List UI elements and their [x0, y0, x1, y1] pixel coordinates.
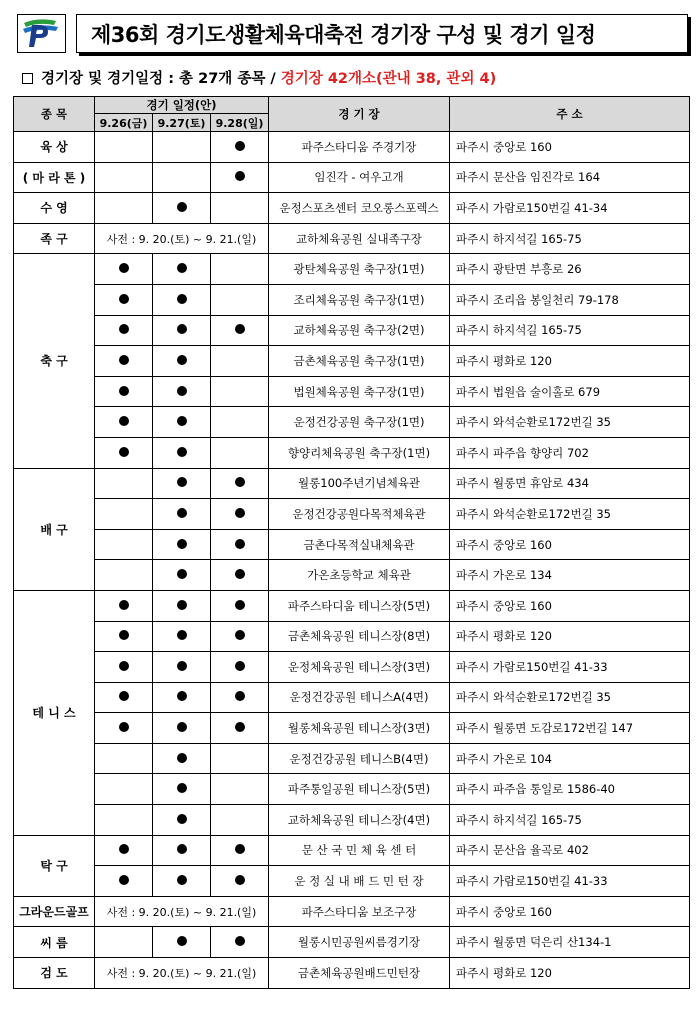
dot-icon: [119, 691, 129, 701]
dot-icon: [235, 508, 245, 518]
table-body: [14, 132, 690, 989]
schedule-cell: [95, 407, 153, 438]
table-row: [14, 499, 690, 530]
dot-icon: [177, 753, 187, 763]
header-date: 9.27(토): [153, 114, 211, 132]
venue-address: 파주시 파주읍 향양리 702: [450, 437, 690, 468]
schedule-cell: [95, 162, 153, 193]
dot-icon: [119, 263, 129, 273]
dot-icon: [177, 936, 187, 946]
venue-name: 조리체육공원 축구장(1면): [269, 284, 450, 315]
schedule-cell: [95, 284, 153, 315]
table-row: [14, 162, 690, 193]
venue-address: 파주시 월롱면 휴암로 434: [450, 468, 690, 499]
venue-address: 파주시 하지석길 165-75: [450, 805, 690, 836]
schedule-cell: [95, 499, 153, 530]
dot-icon: [119, 416, 129, 426]
dot-icon: [177, 600, 187, 610]
dot-icon: [119, 722, 129, 732]
dot-icon: [235, 477, 245, 487]
schedule-cell: [153, 713, 211, 744]
venue-name: 임진각 - 여우고개: [269, 162, 450, 193]
schedule-cell: [211, 437, 269, 468]
venue-name: 광탄체육공원 축구장(1면): [269, 254, 450, 285]
dot-icon: [119, 600, 129, 610]
dot-icon: [119, 447, 129, 457]
venue-address: 파주시 중앙로 160: [450, 896, 690, 927]
venue-address: 파주시 평화로 120: [450, 958, 690, 989]
venue-name: 파주통일공원 테니스장(5면): [269, 774, 450, 805]
table-row: [14, 437, 690, 468]
venue-name: 월롱100주년기념체육관: [269, 468, 450, 499]
schedule-cell: [153, 193, 211, 224]
dot-icon: [177, 508, 187, 518]
schedule-cell: [95, 346, 153, 377]
pre-schedule: 사전 : 9. 20.(토) ~ 9. 21.(일): [95, 896, 269, 927]
dot-icon: [177, 569, 187, 579]
dot-icon: [177, 630, 187, 640]
dot-icon: [177, 263, 187, 273]
venue-name: 운정건강공원 축구장(1면): [269, 407, 450, 438]
dot-icon: [119, 844, 129, 854]
table-row: [14, 315, 690, 346]
table-row: [14, 927, 690, 958]
venue-address: 파주시 중앙로 160: [450, 132, 690, 163]
venue-name: 금촌다목적실내체육관: [269, 529, 450, 560]
dot-icon: [177, 386, 187, 396]
dot-icon: [235, 600, 245, 610]
table-row: [14, 743, 690, 774]
venue-address: 파주시 조리읍 봉일천리 79-178: [450, 284, 690, 315]
schedule-cell: [153, 376, 211, 407]
venue-name: 월롱시민공원씨름경기장: [269, 927, 450, 958]
schedule-cell: [153, 682, 211, 713]
table-row: [14, 958, 690, 989]
table-row: [14, 774, 690, 805]
venue-address: 파주시 가람로150번길 41-33: [450, 652, 690, 683]
venue-address: 파주시 중앙로 160: [450, 529, 690, 560]
venue-address: 파주시 문산읍 임진각로 164: [450, 162, 690, 193]
schedule-cell: [153, 927, 211, 958]
dot-icon: [119, 324, 129, 334]
venue-name: 금촌체육공원배드민턴장: [269, 958, 450, 989]
venue-name: 향양리체육공원 축구장(1면): [269, 437, 450, 468]
venue-address: 파주시 평화로 120: [450, 346, 690, 377]
header-sport: 종 목: [14, 97, 95, 132]
dot-icon: [235, 691, 245, 701]
venue-name: 운정건강공원 테니스A(4면): [269, 682, 450, 713]
venue-name: 교하체육공원 테니스장(4면): [269, 805, 450, 836]
header-address: 주 소: [450, 97, 690, 132]
schedule-cell: [95, 132, 153, 163]
table-row: [14, 132, 690, 163]
table-row: [14, 529, 690, 560]
table-row: [14, 223, 690, 254]
schedule-cell: [95, 866, 153, 897]
schedule-cell: [95, 682, 153, 713]
dot-icon: [119, 355, 129, 365]
table-row: [14, 621, 690, 652]
table-row: [14, 468, 690, 499]
schedule-cell: [95, 927, 153, 958]
dot-icon: [177, 691, 187, 701]
schedule-cell: [211, 866, 269, 897]
venue-name: 운정체육공원 테니스장(3면): [269, 652, 450, 683]
dot-icon: [119, 661, 129, 671]
sport-name: 수 영: [14, 193, 95, 224]
table-row: [14, 682, 690, 713]
schedule-cell: [95, 590, 153, 621]
logo: [17, 14, 66, 53]
schedule-cell: [95, 254, 153, 285]
schedule-cell: [95, 376, 153, 407]
venue-name: 금촌체육공원 축구장(1면): [269, 346, 450, 377]
table-row: [14, 805, 690, 836]
subtitle-highlight: 경기장 42개소(관내 38, 관외 4): [280, 71, 497, 87]
dot-icon: [119, 630, 129, 640]
schedule-cell: [153, 162, 211, 193]
venue-name: 운 정 실 내 배 드 민 턴 장: [269, 866, 450, 897]
dot-icon: [235, 844, 245, 854]
schedule-cell: [211, 835, 269, 866]
dot-icon: [177, 783, 187, 793]
table-row: [14, 866, 690, 897]
table-row: [14, 896, 690, 927]
schedule-cell: [153, 835, 211, 866]
dot-icon: [177, 294, 187, 304]
schedule-cell: [95, 713, 153, 744]
dot-icon: [235, 141, 245, 151]
sport-name: 테 니 스: [14, 590, 95, 835]
venue-address: 파주시 하지석길 165-75: [450, 223, 690, 254]
schedule-cell: [153, 346, 211, 377]
dot-icon: [177, 447, 187, 457]
checkbox-icon: [22, 73, 33, 84]
venue-name: 문 산 국 민 체 육 센 터: [269, 835, 450, 866]
venue-address: 파주시 가람로150번길 41-34: [450, 193, 690, 224]
sport-name: 배 구: [14, 468, 95, 590]
schedule-cell: [95, 529, 153, 560]
header-date: 9.26(금): [95, 114, 153, 132]
schedule-cell: [95, 652, 153, 683]
table-row: [14, 254, 690, 285]
dot-icon: [235, 630, 245, 640]
header-date: 9.28(일): [211, 114, 269, 132]
schedule-cell: [211, 652, 269, 683]
table-row: [14, 284, 690, 315]
schedule-cell: [95, 743, 153, 774]
dot-icon: [235, 324, 245, 334]
table-row: [14, 590, 690, 621]
schedule-cell: [95, 193, 153, 224]
venue-address: 파주시 광탄면 부흥로 26: [450, 254, 690, 285]
header-schedule: 경기 일정(안): [95, 97, 269, 114]
table-row: [14, 835, 690, 866]
schedule-cell: [153, 652, 211, 683]
dot-icon: [235, 875, 245, 885]
dot-icon: [177, 875, 187, 885]
sport-name: 족 구: [14, 223, 95, 254]
dot-icon: [119, 875, 129, 885]
schedule-cell: [211, 499, 269, 530]
schedule-cell: [95, 468, 153, 499]
venue-address: 파주시 와석순환로172번길 35: [450, 407, 690, 438]
sport-name: 씨 름: [14, 927, 95, 958]
venue-name: 운정스포츠센터 코오롱스포렉스: [269, 193, 450, 224]
venue-address: 파주시 가온로 104: [450, 743, 690, 774]
schedule-cell: [211, 346, 269, 377]
venue-address: 파주시 법원읍 술이홀로 679: [450, 376, 690, 407]
venue-name: 교하체육공원 실내족구장: [269, 223, 450, 254]
dot-icon: [177, 477, 187, 487]
schedule-cell: [211, 774, 269, 805]
schedule-cell: [211, 254, 269, 285]
table-row: [14, 652, 690, 683]
venue-name: 파주스타디움 주경기장: [269, 132, 450, 163]
schedule-cell: [95, 560, 153, 591]
pre-schedule: 사전 : 9. 20.(토) ~ 9. 21.(일): [95, 223, 269, 254]
dot-icon: [177, 324, 187, 334]
schedule-cell: [95, 437, 153, 468]
dot-icon: [177, 355, 187, 365]
venue-address: 파주시 월롱면 도감로172번길 147: [450, 713, 690, 744]
table-row: [14, 713, 690, 744]
schedule-cell: [153, 743, 211, 774]
venue-name: 가온초등학교 체육관: [269, 560, 450, 591]
schedule-cell: [95, 835, 153, 866]
dot-icon: [177, 814, 187, 824]
sport-name: 육 상: [14, 132, 95, 163]
table-row: [14, 407, 690, 438]
venue-address: 파주시 와석순환로172번길 35: [450, 682, 690, 713]
schedule-cell: [211, 621, 269, 652]
venue-name: 운정건강공원다목적체육관: [269, 499, 450, 530]
dot-icon: [119, 386, 129, 396]
sport-name: 탁 구: [14, 835, 95, 896]
dot-icon: [119, 294, 129, 304]
schedule-cell: [95, 805, 153, 836]
schedule-cell: [153, 529, 211, 560]
venue-name: 파주스타디움 보조구장: [269, 896, 450, 927]
table-row: [14, 376, 690, 407]
schedule-cell: [153, 805, 211, 836]
schedule-cell: [211, 407, 269, 438]
schedule-table: [13, 96, 690, 989]
venue-name: 교하체육공원 축구장(2면): [269, 315, 450, 346]
venue-address: 파주시 중앙로 160: [450, 590, 690, 621]
venue-name: 금촌체육공원 테니스장(8면): [269, 621, 450, 652]
dot-icon: [177, 202, 187, 212]
venue-address: 파주시 하지석길 165-75: [450, 315, 690, 346]
sport-name: ( 마 라 톤 ): [14, 162, 95, 193]
schedule-cell: [153, 468, 211, 499]
header-venue: 경 기 장: [269, 97, 450, 132]
schedule-cell: [153, 774, 211, 805]
venue-name: 운정건강공원 테니스B(4면): [269, 743, 450, 774]
schedule-cell: [211, 132, 269, 163]
table-row: [14, 346, 690, 377]
venue-address: 파주시 문산읍 율곡로 402: [450, 835, 690, 866]
schedule-cell: [153, 621, 211, 652]
sport-name: 검 도: [14, 958, 95, 989]
dot-icon: [235, 171, 245, 181]
venue-address: 파주시 와석순환로172번길 35: [450, 499, 690, 530]
schedule-cell: [153, 499, 211, 530]
venue-address: 파주시 파주읍 통일로 1586-40: [450, 774, 690, 805]
schedule-cell: [153, 437, 211, 468]
table-row: [14, 560, 690, 591]
venue-address: 파주시 평화로 120: [450, 621, 690, 652]
schedule-cell: [211, 590, 269, 621]
sport-name: 축 구: [14, 254, 95, 468]
schedule-cell: [211, 193, 269, 224]
subtitle-text: 경기장 및 경기일정 : 총 27개 종목 /: [41, 71, 281, 87]
venue-name: 월롱체육공원 테니스장(3면): [269, 713, 450, 744]
dot-icon: [235, 722, 245, 732]
pre-schedule: 사전 : 9. 20.(토) ~ 9. 21.(일): [95, 958, 269, 989]
schedule-cell: [211, 529, 269, 560]
page-title: 제36회 경기도생활체육대축전 경기장 구성 및 경기 일정: [76, 14, 688, 53]
schedule-cell: [211, 560, 269, 591]
subtitle: [22, 67, 496, 88]
schedule-cell: [211, 162, 269, 193]
sport-name: 그라운드골프: [14, 896, 95, 927]
schedule-cell: [211, 927, 269, 958]
dot-icon: [177, 539, 187, 549]
schedule-cell: [153, 866, 211, 897]
schedule-cell: [95, 774, 153, 805]
dot-icon: [235, 569, 245, 579]
schedule-cell: [211, 284, 269, 315]
dot-icon: [177, 661, 187, 671]
schedule-cell: [211, 468, 269, 499]
dot-icon: [177, 416, 187, 426]
schedule-cell: [95, 315, 153, 346]
schedule-cell: [211, 743, 269, 774]
table-row: [14, 193, 690, 224]
schedule-cell: [153, 560, 211, 591]
schedule-cell: [153, 315, 211, 346]
schedule-cell: [211, 805, 269, 836]
schedule-cell: [211, 376, 269, 407]
schedule-cell: [153, 284, 211, 315]
dot-icon: [177, 722, 187, 732]
schedule-cell: [211, 682, 269, 713]
dot-icon: [235, 936, 245, 946]
venue-address: 파주시 가온로 134: [450, 560, 690, 591]
dot-icon: [235, 661, 245, 671]
schedule-cell: [153, 132, 211, 163]
schedule-cell: [153, 590, 211, 621]
venue-name: 법원체육공원 축구장(1면): [269, 376, 450, 407]
schedule-cell: [153, 254, 211, 285]
schedule-cell: [95, 621, 153, 652]
schedule-cell: [211, 315, 269, 346]
dot-icon: [177, 844, 187, 854]
venue-address: 파주시 가람로150번길 41-33: [450, 866, 690, 897]
venue-address: 파주시 월롱면 덕은리 산134-1: [450, 927, 690, 958]
schedule-cell: [211, 713, 269, 744]
dot-icon: [235, 539, 245, 549]
schedule-cell: [153, 407, 211, 438]
venue-name: 파주스타디움 테니스장(5면): [269, 590, 450, 621]
